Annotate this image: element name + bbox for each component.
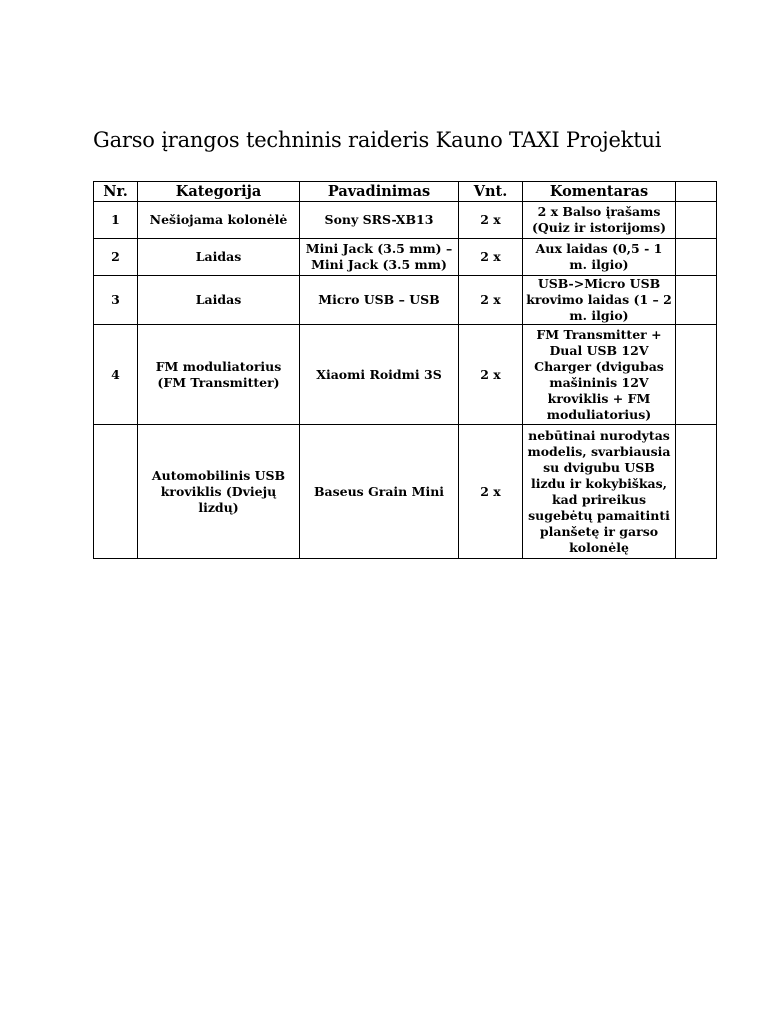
header-kategorija: Kategorija	[138, 182, 300, 202]
cell-extra	[676, 325, 717, 425]
cell-pavadinimas: Mini Jack (3.5 mm) – Mini Jack (3.5 mm)	[300, 239, 459, 276]
cell-kategorija: Laidas	[138, 276, 300, 325]
cell-nr: 1	[94, 202, 138, 239]
header-komentaras: Komentaras	[523, 182, 676, 202]
cell-kategorija: Laidas	[138, 239, 300, 276]
cell-extra	[676, 425, 717, 559]
table-row	[94, 325, 717, 425]
cell-extra	[676, 202, 717, 239]
cell-nr: 3	[94, 276, 138, 325]
cell-komentaras: Aux laidas (0,5 - 1 m. ilgio)	[523, 239, 676, 276]
cell-nr: 4	[94, 325, 138, 425]
equipment-table	[93, 181, 717, 559]
header-nr: Nr.	[94, 182, 138, 202]
table-row	[94, 425, 717, 559]
header-pavadinimas: Pavadinimas	[300, 182, 459, 202]
cell-kategorija: FM moduliatorius (FM Transmitter)	[138, 325, 300, 425]
cell-pavadinimas: Micro USB – USB	[300, 276, 459, 325]
cell-extra	[676, 276, 717, 325]
cell-pavadinimas: Baseus Grain Mini	[300, 425, 459, 559]
table-row	[94, 239, 717, 276]
cell-nr	[94, 425, 138, 559]
cell-vnt: 2 x	[459, 239, 523, 276]
cell-extra	[676, 239, 717, 276]
cell-komentaras: 2 x Balso įrašams (Quiz ir istorijoms)	[523, 202, 676, 239]
cell-vnt: 2 x	[459, 325, 523, 425]
table-header-row	[94, 182, 717, 202]
cell-vnt: 2 x	[459, 276, 523, 325]
cell-kategorija: Nešiojama kolonėlė	[138, 202, 300, 239]
cell-komentaras: USB->Micro USB krovimo laidas (1 – 2 m. ilgio)	[523, 276, 676, 325]
cell-vnt: 2 x	[459, 425, 523, 559]
cell-nr: 2	[94, 239, 138, 276]
cell-pavadinimas: Xiaomi Roidmi 3S	[300, 325, 459, 425]
table-row	[94, 202, 717, 239]
cell-komentaras: FM Transmitter + Dual USB 12V Charger (dvigubas mašininis 12V kroviklis + FM moduliatorius)	[523, 325, 676, 425]
cell-kategorija: Automobilinis USB kroviklis (Dviejų lizdų)	[138, 425, 300, 559]
cell-pavadinimas: Sony SRS-XB13	[300, 202, 459, 239]
cell-vnt: 2 x	[459, 202, 523, 239]
header-vnt: Vnt.	[459, 182, 523, 202]
cell-komentaras: nebūtinai nurodytas modelis, svarbiausia su dvigubu USB lizdu ir kokybiškas, kad prireikus sugebėtų pamaitinti planšetę ir garso kolonėlę	[523, 425, 676, 559]
table-row	[94, 276, 717, 325]
document-title: Garso įrangos techninis raideris Kauno TAXI Projektui	[93, 128, 662, 152]
header-extra	[676, 182, 717, 202]
